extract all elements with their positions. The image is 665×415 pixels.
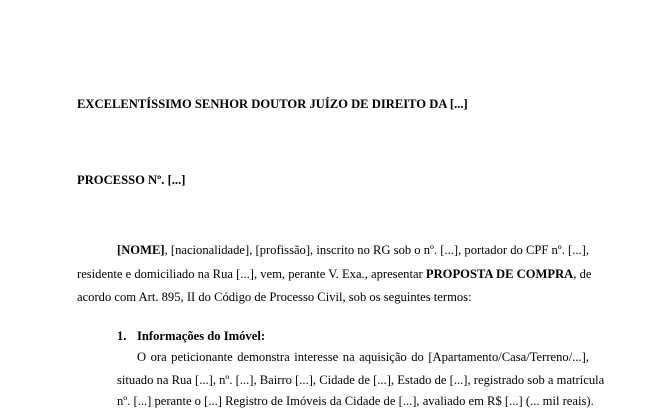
petitioner-name: [NOME] — [117, 243, 165, 257]
section-1-number: 1. — [117, 329, 127, 343]
section-1-line-1: O ora peticionante demonstra interesse na aquisição do [Apartamento/Casa/Terreno/...], — [137, 350, 589, 364]
intro-line-1 — [117, 242, 589, 258]
intro-line-1-text: , [nacionalidade], [profissão], inscrito no RG sob o nº. [...], portador do CPF nº. [...], — [164, 243, 589, 257]
intro-line-2 — [77, 266, 592, 282]
section-1-title: Informações do Imóvel: — [137, 329, 266, 343]
purchase-proposal-label: PROPOSTA DE COMPRA — [425, 267, 574, 281]
section-1-line-2: situado na Rua [...], nº. [...], Bairro [...], Cidade de [...], Estado de [...], registrado sob a matrícula — [117, 373, 605, 387]
document-heading: EXCELENTÍSSIMO SENHOR DOUTOR JUÍZO DE DIREITO DA [...] — [77, 97, 468, 111]
process-number: PROCESSO Nº. [...] — [77, 173, 186, 187]
section-1-line-3: nº. [...] perante o [...] Registro de Imóveis da Cidade de [...], avaliado em R$ [...] (... mil reais). — [117, 394, 594, 408]
intro-line-3: acordo com Art. 895, II do Código de Processo Civil, sob os seguintes termos: — [77, 290, 472, 304]
intro-line-2-text: residente e domiciliado na Rua [...], vem, perante V. Exa., apresentar — [77, 267, 426, 281]
intro-line-2-end: , de — [573, 267, 592, 281]
